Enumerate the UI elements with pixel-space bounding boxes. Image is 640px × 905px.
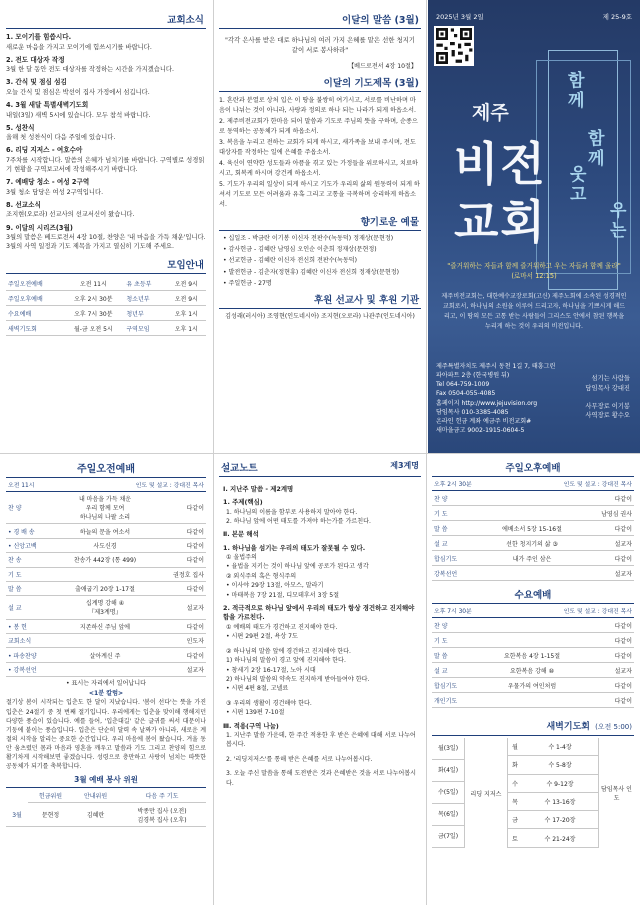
order-content xyxy=(470,506,594,521)
news-item-title: 4. 3월 새달 특별새벽기도회 xyxy=(6,101,89,110)
order-content: 에베소서 5장 15-16절 xyxy=(470,521,594,536)
sermon-line: ① 예배의 태도가 경건하고 진지해야 한다. xyxy=(226,623,338,631)
order-person: 다같이 xyxy=(166,553,206,567)
sermon-heading: 1. 주제(핵심) xyxy=(223,498,263,507)
order-content xyxy=(470,618,594,633)
dawn-reading-day: 목 xyxy=(512,799,518,807)
column-title: <1분 칼럼> xyxy=(88,690,124,698)
news-item xyxy=(6,146,206,174)
schedule-cell: 오후 1시 xyxy=(167,306,206,321)
cover-role: 섬기는 사람들 xyxy=(591,375,630,382)
month-verse-text: "각각 은사를 받은 대로 하나님의 여러 가지 은혜를 맡은 선한 청지기 같이 서로 봉사하라" xyxy=(225,36,415,55)
order-person: 다같이 xyxy=(594,551,634,566)
schedule-cell: 월-금 오전 5시 xyxy=(62,321,124,336)
schedule-cell: 청년부 xyxy=(124,306,166,321)
order-item: • 파송찬양 xyxy=(6,648,44,662)
dawn-day: 수(5일) xyxy=(432,782,464,804)
cover-homepage[interactable]: 홈페이지 http://www.jejuvision.org xyxy=(436,399,538,407)
month-verse-ref: 【베드로전서 4장 10절】 xyxy=(348,62,417,70)
services-panel xyxy=(432,460,634,900)
schedule-row xyxy=(6,321,206,336)
sermon-line: 2) 하나님의 말씀의 약속도 진지하게 받아들여야 한다. xyxy=(226,675,370,683)
order-row xyxy=(432,693,634,708)
offering-item: • 십일조 - 박금란 이기봉 이신자 전판수(녹동덕) 정재상(문현정) xyxy=(223,235,394,243)
order-row xyxy=(6,492,206,524)
order-row xyxy=(6,524,206,538)
order-person: 권정호 집사 xyxy=(166,567,206,581)
sermon-line: 1) 하나님의 말씀이 경고 앞에 진지해야 한다. xyxy=(226,657,346,665)
duty-head: 다음 주 기도 xyxy=(118,788,206,803)
news-item xyxy=(6,178,206,197)
sermon-line: ② 하나님의 말씀 앞에 경건하고 진지해야 한다. xyxy=(226,647,351,655)
sermon-line: • 시편 139편 7-10절 xyxy=(226,709,285,717)
am-worship-time: 오전 11시 xyxy=(8,483,35,489)
sermon-heading: Ⅰ. 지난주 말씀 - 제2계명 xyxy=(223,485,294,493)
month-verse-title: 이달의 말씀 (3월) xyxy=(219,12,421,29)
order-row xyxy=(432,506,634,521)
order-row xyxy=(432,663,634,678)
wed-worship-time: 오후 7시 30분 xyxy=(434,609,472,615)
news-item xyxy=(6,78,206,97)
schedule-cell: 오전 11시 xyxy=(62,276,124,291)
order-person: 다같이 xyxy=(166,581,206,595)
news-item-text: 오늘 간식 및 점심은 박선이 집사 가정에서 섬깁니다. xyxy=(6,88,150,96)
pm-worship-header xyxy=(432,477,634,491)
news-item-title: 8. 선교소식 xyxy=(6,200,41,209)
order-item: 기 도 xyxy=(432,506,470,521)
cover-issue: 제 25-9호 xyxy=(602,13,632,21)
dawn-day: 목(6일) xyxy=(432,804,464,826)
order-item: • 경 배 송 xyxy=(6,524,44,538)
verse-panel xyxy=(219,12,421,450)
order-row xyxy=(432,633,634,648)
cover-account: 새마을금고 9002-1915-0604-5 xyxy=(436,426,525,434)
dawn-day: 화(4일) xyxy=(432,760,464,782)
sermon-body xyxy=(219,477,421,788)
sermon-line: ③ 우리의 생활이 경건해야 한다. xyxy=(226,699,312,707)
news-item-text: 3월 한 달 동안 전도 대상자를 작정하는 시간을 가지겠습니다. xyxy=(6,66,175,74)
pm-worship-title: 주일오후예배 xyxy=(432,460,634,477)
duty-offering: 문현정 xyxy=(28,803,73,827)
dawn-reading-text: 수 13-16장 xyxy=(544,799,576,807)
duty-head: 헌금위원 xyxy=(28,788,73,803)
dawn-reading-day: 화 xyxy=(512,762,518,770)
sermon-line: • 시편 4편 8절, 고넬료 xyxy=(226,685,289,693)
news-item-title: 7. 예배당 청소 - 여성 2구역 xyxy=(6,178,90,187)
order-person: 다같이 xyxy=(594,618,634,633)
slogan-column-2: 함 께 xyxy=(588,129,605,169)
order-row xyxy=(432,536,634,551)
order-item: 설 교 xyxy=(432,663,470,678)
schedule-row xyxy=(6,291,206,306)
news-item-title: 1. 모이기를 힘씁시다. xyxy=(6,33,72,41)
slogan-column-4: 우 는 xyxy=(610,201,627,241)
duty-month: 3월 xyxy=(6,803,28,827)
order-item: 기 도 xyxy=(432,633,470,648)
news-list xyxy=(6,33,206,251)
schedule-cell: 주일오후예배 xyxy=(6,291,62,306)
support-title: 후원 선교사 및 후원 기관 xyxy=(219,292,421,309)
order-content xyxy=(44,567,166,581)
order-item: 강복선언 xyxy=(432,566,470,581)
am-worship-header xyxy=(6,478,206,492)
sermon-line: ① 울법주의 xyxy=(226,554,257,561)
order-item: 기 도 xyxy=(6,567,44,581)
cover-role: 사역장로 황수오 xyxy=(585,412,630,420)
order-person: 설교자 xyxy=(166,662,206,676)
order-content xyxy=(470,693,594,708)
order-row xyxy=(6,567,206,581)
order-row xyxy=(432,521,634,536)
pm-worship-leader: 인도 및 설교 : 강대진 목사 xyxy=(563,482,632,488)
news-item-title: 9. 이달의 시리즈(3월) xyxy=(6,223,73,232)
news-item-text: 새로운 마음을 가지고 모이기에 힘쓰시기를 바랍니다. xyxy=(6,43,152,51)
sermon-heading: 2. 적극적으로 하나님 앞에서 우리의 태도가 항상 경건하고 진지해야 함을 가르친다. xyxy=(223,604,415,622)
am-worship-leader: 인도 및 설교 : 강대진 목사 xyxy=(135,483,204,489)
cover-date: 2025년 3월 2일 xyxy=(436,13,484,21)
sermon-line: 2. '리딩지저스'를 통해 받은 은혜를 서로 나누어봅시다. xyxy=(226,755,373,763)
news-item-title: 2. 전도 대상자 작정 xyxy=(6,55,65,64)
schedule-cell: 오후 2시 30분 xyxy=(62,291,124,306)
dawn-reading-text: 수 9-12장 xyxy=(546,780,574,788)
offering-item: • 선교헌금 - 김혜란 이신자 전신희 전판수(녹동덕) xyxy=(223,257,358,265)
order-content: 내가 주인 삼은 xyxy=(470,551,594,566)
column-text: 절기상 봄이 시작되는 입춘도 한 달이 지났습니다. '봄이 선다'는 뜻을 가진 입춘은 24절기 중 첫 번째 절기입니다. 우리에게는 입춘을 맞이해 행해지던 다양한 풍습이 있습니다. 예를 들어, '입춘대길' 같은 글귀를 써서 대문이나 기둥에 붙이는 풍습입니다. 입춘은 단순히 달력 속 날짜가 아니라, 새로운 계절의 시작을 알리는 중요한 순간입니다. 우리 마음에 봄이 왔습니다. 겨울 동안 움츠렸던 몸과 마음과 영혼을 깨우고 말씀과 기도 그리고 찬양의 힘으로 활기차게 시작해보면 좋겠습니다. 성령으로 충만하고 사랑이 넘치는 따뜻한 공동체가 되기를 축복합니다. xyxy=(6,699,206,771)
order-row xyxy=(432,618,634,633)
sermon-line: • 창세기 2장 16-17절, 노아 시대 xyxy=(226,666,316,674)
schedule-cell: 청소년부 xyxy=(124,291,166,306)
order-item: 찬 양 xyxy=(6,492,44,524)
dawn-reading-text: 수 21-24장 xyxy=(544,835,576,843)
dawn-reading-text: 수 1-4장 xyxy=(548,744,572,752)
dawn-reading-text: 수 5-8장 xyxy=(548,762,572,770)
offering-item: • 발전헌금 - 김춘자(정현휴) 김혜란 이신자 전신희 정재상(문현정) xyxy=(223,268,400,276)
news-item xyxy=(6,224,206,252)
news-item-text: 조지현(오로라) 선교사의 선교서신이 왔습니다. xyxy=(6,211,135,219)
order-row xyxy=(432,566,634,581)
order-person: 다같이 xyxy=(166,538,206,552)
duty-usher: 김혜란 xyxy=(73,803,118,827)
dawn-reading-day: 수 xyxy=(512,780,518,788)
church-name-2: 비전 xyxy=(454,137,547,191)
order-row xyxy=(432,678,634,693)
order-content xyxy=(44,662,166,676)
dawn-book: 리딩 지저스 xyxy=(464,738,508,848)
news-panel xyxy=(6,12,206,450)
news-item-text: 내일(3일) 새벽 5시에 있습니다. 모두 참석 바랍니다. xyxy=(6,111,151,119)
schedule-row xyxy=(6,306,206,321)
order-content: 사도신경 xyxy=(44,538,166,552)
offering-title: 향기로운 예물 xyxy=(219,214,421,231)
order-item: 설 교 xyxy=(6,596,44,619)
order-person: 남영심 권사 xyxy=(594,506,634,521)
duty-title: 3월 예배 봉사 위원 xyxy=(6,774,206,788)
news-item-text: 7주차를 시작합니다. 말씀의 은혜가 넘치기를 바랍니다. 구역별로 성경읽기 현황을 구역보고서에 작성해주시기 바랍니다. xyxy=(6,156,205,174)
cover-panel xyxy=(428,0,640,453)
order-item: 개인기도 xyxy=(432,693,470,708)
support-text: 김성래(러시아) 조영현(인도네시아) 조지현(오로라) 나관주(인도네시아) xyxy=(225,312,415,320)
cover-role: 사무장로 이기봉 xyxy=(585,402,630,410)
sermon-panel xyxy=(219,460,421,900)
order-item: • 봉 헌 xyxy=(6,619,44,633)
order-item: 합심기도 xyxy=(432,551,470,566)
cover-role: 담임목사 강대진 xyxy=(585,384,630,392)
order-item: 찬 양 xyxy=(432,491,470,506)
news-item-title: 5. 성찬식 xyxy=(6,123,35,132)
prayer-item: 2. 제주비전교회가 한마음 되어 말씀과 기도로 주님의 뜻을 구하며, 순종으로 동역하는 공동체가 되게 하옵소서. xyxy=(219,117,418,135)
cover-verse: "즐거워하는 자들과 함께 즐거워하고 우는 자들과 함께 울라"(로마서 12:15) xyxy=(447,262,621,280)
news-item-text: 3월 청소 담당은 여성 2구역입니다. xyxy=(6,188,104,196)
order-content: 지존하신 주님 앞에 xyxy=(44,619,166,633)
qr-code-icon[interactable] xyxy=(434,26,474,66)
cover-online: 온라인 헌금 계좌 예금주 비전교회# xyxy=(436,417,532,425)
sermon-line: ② 외식주의 혹은 형식주의 xyxy=(226,572,297,580)
order-person: 다같이 xyxy=(166,524,206,538)
order-person: 설교자 xyxy=(594,566,634,581)
order-row xyxy=(432,648,634,663)
duty-head: 안내위원 xyxy=(73,788,118,803)
cover-contact xyxy=(436,362,560,435)
schedule-cell: 오후 7시 30분 xyxy=(62,306,124,321)
dawn-days xyxy=(432,738,464,848)
order-person: 다같이 xyxy=(594,633,634,648)
order-person: 다같이 xyxy=(594,648,634,663)
pm-worship-time: 오후 2시 30분 xyxy=(434,482,472,488)
order-item: 말 씀 xyxy=(6,581,44,595)
order-content: 우물가의 여인처럼 xyxy=(470,678,594,693)
church-name-1: 제주 xyxy=(472,102,509,124)
dawn-reading-row xyxy=(508,738,598,756)
order-item: 찬 양 xyxy=(432,618,470,633)
order-row xyxy=(6,553,206,567)
schedule-row xyxy=(6,276,206,291)
dawn-time: (오전 5:00) xyxy=(595,723,632,731)
schedule-title: 모임안내 xyxy=(6,257,206,274)
news-item xyxy=(6,56,206,75)
schedule-cell: 오후 1시 xyxy=(167,321,206,336)
dawn-reading-row xyxy=(508,756,598,774)
dawn-reading-day: 금 xyxy=(512,817,518,825)
sermon-line: 1. 하나님의 이름을 함부로 사용하지 말아야 한다. xyxy=(226,508,358,516)
cover-address: 제주특별자치도 제주시 동천 1길 7, 태흥그린파아파트 2층 (한국병원 뒤) xyxy=(436,363,556,380)
sermon-line: • 율법을 지키는 것이 하나님 앞에 공로가 된다고 생각 xyxy=(226,563,369,571)
sermon-heading: Ⅲ. 적용(구역 나눔) xyxy=(223,721,279,730)
cover-role xyxy=(564,394,630,402)
order-content xyxy=(44,634,166,648)
order-person: 다같이 xyxy=(594,678,634,693)
dawn-table xyxy=(432,738,634,848)
schedule-cell: 구역모임 xyxy=(124,321,166,336)
order-person: 다같이 xyxy=(166,648,206,662)
prayer-list xyxy=(219,96,421,211)
prayer-title: 이달의 기도제목 (3월) xyxy=(219,75,421,92)
news-item-title: 3. 간식 및 점심 섬김 xyxy=(6,78,67,87)
dawn-day: 월(3일) xyxy=(432,738,464,760)
pm-worship-order xyxy=(432,491,634,581)
order-item: 말 씀 xyxy=(432,521,470,536)
fold-line xyxy=(0,453,640,454)
am-worship-order xyxy=(6,492,206,677)
am-worship-note: • 표시는 자리에서 일어납니다 xyxy=(65,680,147,688)
order-content xyxy=(470,566,594,581)
order-person: 다같이 xyxy=(166,492,206,524)
schedule-table xyxy=(6,276,206,336)
cover-intro: 제주비전교회는, 대한예수교장로회(고신) 제주노회에 소속된 성경적인 교회로서, 하나님의 소원을 이루어 드리고자, 하나님을 기쁘시게 해드리고, 이 땅의 모든 고통 받는 사람들이 그리스도 안에서 참된 행복을 누리게 하는 것이 우리의 비전입니다. xyxy=(441,293,627,330)
duty-prayer: 박종만 집사 (오전) 김경복 집사 (오후) xyxy=(118,803,206,827)
order-row xyxy=(432,491,634,506)
cover-roles xyxy=(564,374,630,421)
order-content: 요한복음 4장 1-15절 xyxy=(470,648,594,663)
schedule-cell: 주일오전예배 xyxy=(6,276,62,291)
order-content: 십계명 강해 ④ 『제3계명』 xyxy=(44,596,166,619)
sermon-subtitle: 제3계명 xyxy=(390,461,419,470)
order-row xyxy=(6,581,206,595)
order-item: 찬 송 xyxy=(6,553,44,567)
order-item: 합심기도 xyxy=(432,678,470,693)
prayer-item: 1. 혼란과 분열로 상처 입은 이 땅을 불쌍히 여기시고, 서로를 비난하며 마음이 나뉘는 것이 아니라, 사랑과 정의로 하나 되는 나라가 되게 하옵소서. xyxy=(219,96,416,114)
sermon-line: • 시편 29편 2절, 욕상 7도 xyxy=(226,633,298,641)
church-name-3: 교회 xyxy=(454,195,547,249)
order-item: 말 씀 xyxy=(432,648,470,663)
wed-worship-title: 수요예배 xyxy=(432,587,634,604)
order-person: 다같이 xyxy=(594,491,634,506)
wed-worship-header xyxy=(432,604,634,618)
order-row xyxy=(6,634,206,648)
am-worship-title: 주일오전예배 xyxy=(6,460,206,478)
cover-fax: Fax 0504-055-4085 xyxy=(436,390,496,398)
wed-worship-leader: 인도 및 설교 : 강대진 목사 xyxy=(563,609,632,615)
sermon-line: 2. 하나님 앞에 어떤 태도를 가져야 하는가를 가르친다. xyxy=(226,518,371,525)
order-item: 설 교 xyxy=(432,536,470,551)
sermon-line: • 이사야 29장 13절, 아모스, 말라기 xyxy=(226,582,324,590)
schedule-cell: 오전 9시 xyxy=(167,291,206,306)
news-item-text: 3월의 말씀은 베드로전서 4장 10절, 찬양은 '내 마음을 가득 채운'입니다. 3월의 사역 일정과 기도 제목을 가지고 열심히 기도해 주세요. xyxy=(6,234,206,251)
order-item: • 신앙고백 xyxy=(6,538,44,552)
schedule-cell: 오전 9시 xyxy=(167,276,206,291)
dawn-reading-row xyxy=(508,775,598,793)
slogan-column-3: 웃 고 xyxy=(570,165,587,205)
prayer-item: 5. 기도가 우리의 일상이 되게 하시고 기도가 우리의 삶의 원동력이 되게 하셔서 기도로 모든 어려움과 유혹 그리고 고통을 극복하며 승리하게 하옵소서. xyxy=(219,181,420,209)
order-row xyxy=(6,619,206,633)
sermon-header xyxy=(219,460,421,477)
dawn-title: 새벽기도회 xyxy=(546,722,590,732)
offering-item: • 감사헌금 - 김혜란 남영심 오인순 이춘희 정재상(문현정) xyxy=(223,246,377,254)
offering-list xyxy=(219,234,421,288)
order-row xyxy=(432,551,634,566)
duty-table xyxy=(6,788,206,827)
dawn-reading-row xyxy=(508,829,598,847)
order-content: 살아계신 주 xyxy=(44,648,166,662)
dawn-day: 금(7일) xyxy=(432,826,464,848)
order-row xyxy=(6,596,206,619)
order-person: 다같이 xyxy=(594,693,634,708)
wed-worship-order xyxy=(432,618,634,708)
news-item xyxy=(6,101,206,120)
offering-item: • 주일헌금 - 27명 xyxy=(223,279,272,287)
order-item: • 강복선언 xyxy=(6,662,44,676)
sermon-title: 설교노트 xyxy=(221,463,258,474)
sermon-heading: Ⅱ. 본문 해석 xyxy=(223,530,259,539)
order-person: 설교자 xyxy=(166,596,206,619)
dawn-reading-day: 토 xyxy=(512,835,518,843)
news-item xyxy=(6,33,206,52)
order-row xyxy=(6,538,206,552)
am-worship-panel xyxy=(6,460,206,900)
sermon-line: 1. 지난주 말씀 가운데, 한 주간 적용한 후 받은 은혜에 대해 서로 나누어봅시다. xyxy=(226,731,416,749)
order-row xyxy=(6,662,206,676)
news-item-title: 6. 리딩 지저스 - 여호수아 xyxy=(6,146,83,155)
sermon-line: 3. 오늘 주신 말씀을 통해 도전받은 것과 은혜받은 것을 서로 나누어봅시다. xyxy=(226,770,417,787)
cover-tel[interactable]: Tel 064-759-1009 xyxy=(436,381,490,389)
order-content: 찬송가 442장 (통 499) xyxy=(44,553,166,567)
order-row xyxy=(6,648,206,662)
order-content xyxy=(470,491,594,506)
order-person: 설교자 xyxy=(594,663,634,678)
dawn-reading-day: 월 xyxy=(512,744,518,752)
order-person: 다같이 xyxy=(166,619,206,633)
dawn-reading-row xyxy=(508,793,598,811)
dawn-readings xyxy=(508,738,598,848)
sermon-heading: 1. 하나님을 섬기는 우리의 태도가 잘못될 수 있다. xyxy=(223,543,366,552)
order-content: 출애굽기 20장 1-17절 xyxy=(44,581,166,595)
order-content: 하늘의 문을 여소서 xyxy=(44,524,166,538)
schedule-cell: 수요예배 xyxy=(6,306,62,321)
prayer-item: 4. 육신이 연약한 성도들과 아픔을 겪고 있는 가정들을 위로하시고, 치료하시고, 회복케 하시며 강건케 하옵소서. xyxy=(219,159,418,177)
dawn-reading-row xyxy=(508,811,598,829)
dawn-header xyxy=(432,714,634,736)
order-person: 인도자 xyxy=(166,634,206,648)
order-content xyxy=(470,633,594,648)
news-title: 교회소식 xyxy=(6,12,206,29)
order-content: 내 마음을 가득 채운 우리 함께 모여 하나님의 나팔 소리 xyxy=(44,492,166,524)
sermon-line: • 마태복음 7장 21절, 디모데후서 3장 5절 xyxy=(226,591,340,599)
order-person: 다같이 xyxy=(594,521,634,536)
dawn-leader: 담임목사 인도 xyxy=(598,738,634,848)
order-item: 교회소식 xyxy=(6,634,44,648)
schedule-cell: 유 초등부 xyxy=(124,276,166,291)
order-content: 선한 청지기의 삶 ③ xyxy=(470,536,594,551)
prayer-item: 3. 복음을 누리고 전하는 교회가 되게 하시고, 새가족을 보내 주시며, 전도대상자를 작정하는 일에 은혜를 주옵소서. xyxy=(219,138,416,156)
slogan-column-1: 함 께 xyxy=(568,71,585,111)
schedule-cell: 새벽기도회 xyxy=(6,321,62,336)
dawn-reading-text: 수 17-20장 xyxy=(544,817,576,825)
news-item xyxy=(6,201,206,220)
news-item xyxy=(6,124,206,143)
news-item-text: 올해 첫 성찬식이 다음 주일에 있습니다. xyxy=(6,134,116,142)
order-content: 요한복음 강해 ⑩ xyxy=(470,663,594,678)
order-person: 설교자 xyxy=(594,536,634,551)
cover-pastor-phone[interactable]: 담임목사 010-3385-4085 xyxy=(436,408,509,416)
